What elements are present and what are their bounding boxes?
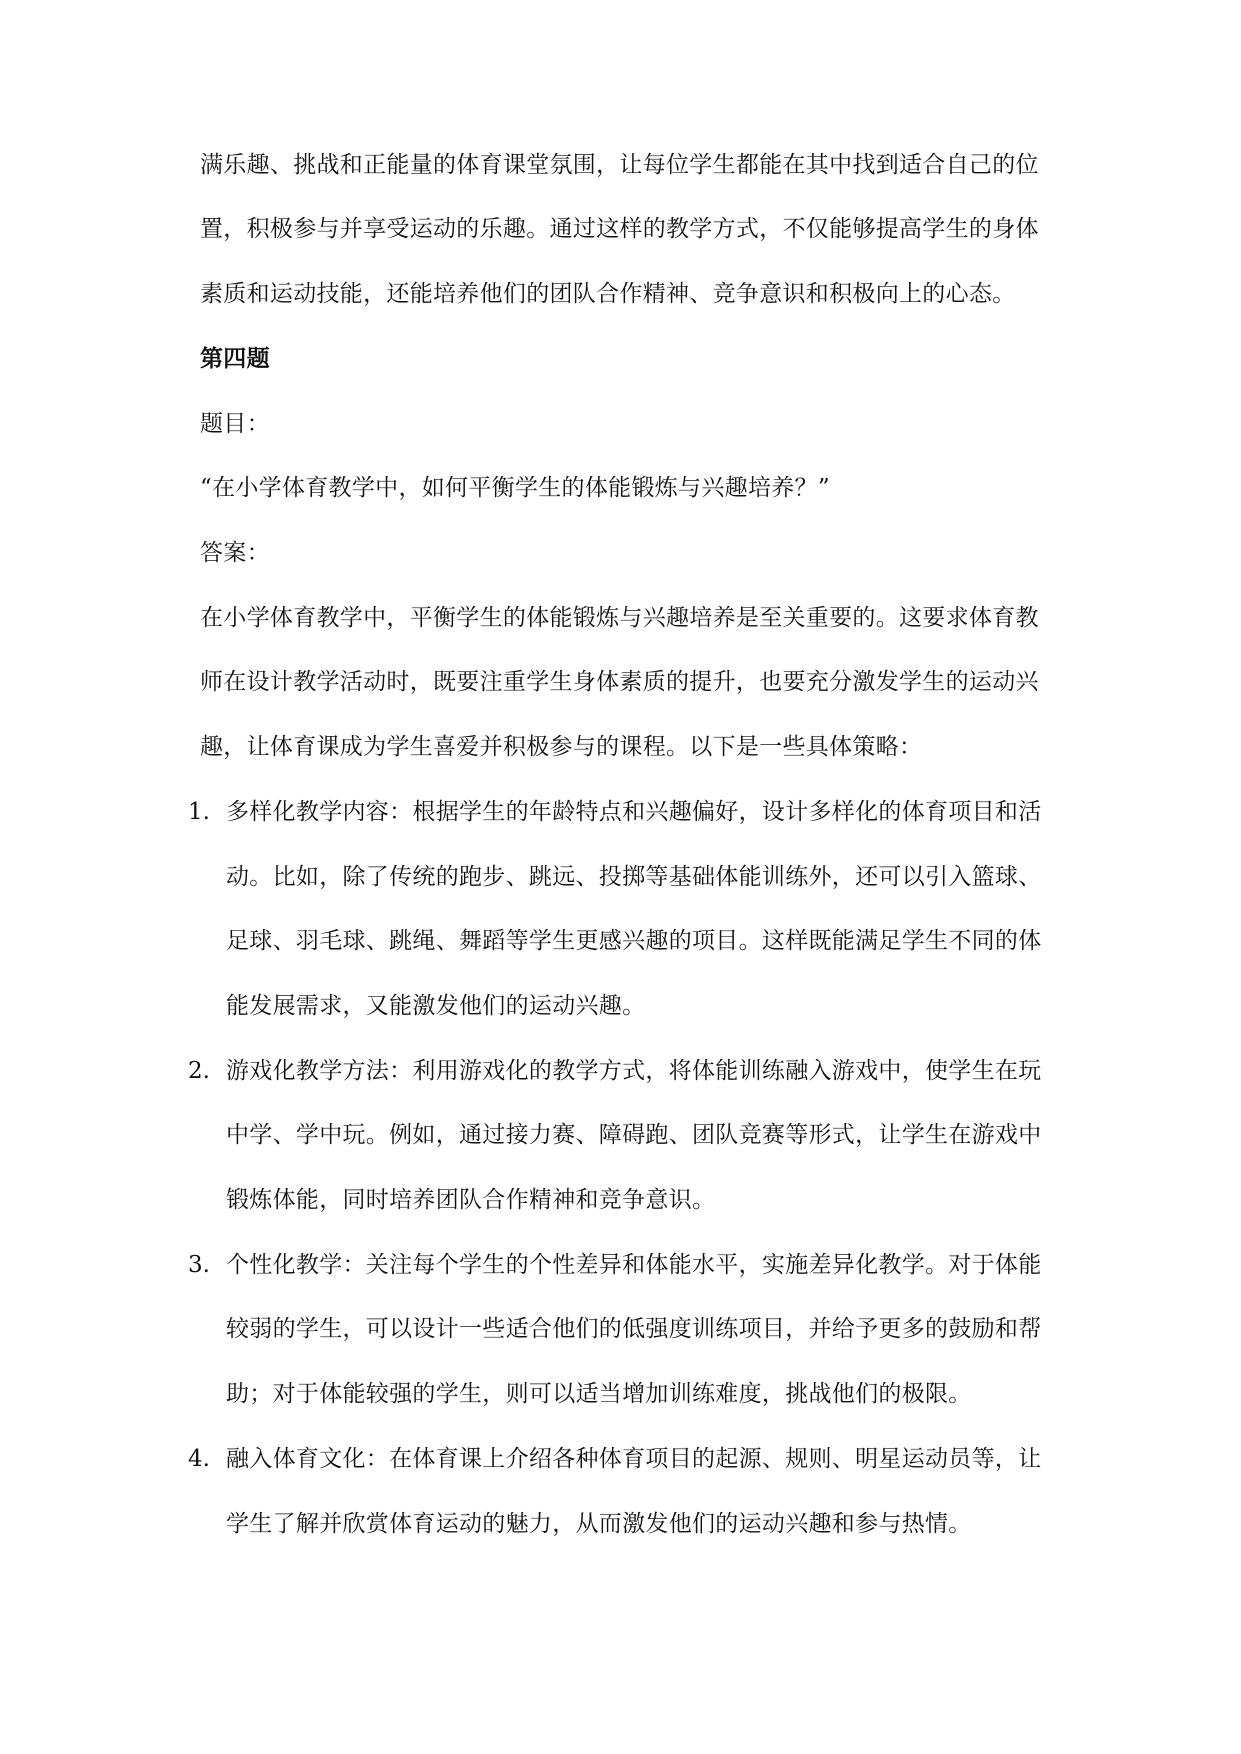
answer-intro-line-2: 师在设计教学活动时，既要注重学生身体素质的提升，也要充分激发学生的运动兴: [200, 669, 1039, 695]
list-item-line: 个性化教学：关注每个学生的个性差异和体能水平，实施差异化教学。对于体能: [226, 1252, 1042, 1278]
list-item-line: 较弱的学生，可以设计一些适合他们的低强度训练项目，并给予更多的鼓励和帮: [226, 1316, 1042, 1342]
list-item-number: 1.: [188, 799, 210, 825]
list-item-line: 中学、学中玩。例如，通过接力赛、障碍跑、团队竞赛等形式，让学生在游戏中: [226, 1122, 1042, 1148]
list-item-number: 2.: [188, 1058, 210, 1084]
list-item-number: 3.: [188, 1252, 210, 1278]
section-heading: 第四题: [200, 345, 270, 372]
list-item-line: 锻炼体能，同时培养团队合作精神和竞争意识。: [226, 1187, 716, 1213]
answer-intro-line-3: 趣，让体育课成为学生喜爱并积极参与的课程。以下是一些具体策略：: [200, 734, 923, 760]
answer-intro-line-1: 在小学体育教学中，平衡学生的体能锻炼与兴趣培养是至关重要的。这要求体育教: [200, 605, 1039, 631]
question-label: 题目：: [200, 411, 270, 437]
list-item-line: 游戏化教学方法：利用游戏化的教学方式，将体能训练融入游戏中，使学生在玩: [226, 1058, 1042, 1084]
intro-line-3: 素质和运动技能，还能培养他们的团队合作精神、竞争意识和积极向上的心态。: [200, 281, 1016, 307]
list-item-line: 学生了解并欣赏体育运动的魅力，从而激发他们的运动兴趣和参与热情。: [226, 1511, 972, 1537]
list-item-line: 能发展需求，又能激发他们的运动兴趣。: [226, 993, 646, 1019]
list-item-line: 多样化教学内容：根据学生的年龄特点和兴趣偏好，设计多样化的体育项目和活: [226, 799, 1042, 825]
intro-line-2: 置，积极参与并享受运动的乐趣。通过这样的教学方式，不仅能够提高学生的身体: [200, 216, 1039, 242]
list-item-line: 助；对于体能较强的学生，则可以适当增加训练难度，挑战他们的极限。: [226, 1381, 972, 1407]
list-item-line: 融入体育文化：在体育课上介绍各种体育项目的起源、规则、明星运动员等，让: [226, 1446, 1042, 1472]
intro-line-1: 满乐趣、挑战和正能量的体育课堂氛围，让每位学生都能在其中找到适合自己的位: [200, 152, 1039, 178]
list-item-number: 4.: [188, 1446, 210, 1472]
answer-label: 答案：: [200, 540, 270, 566]
list-item-line: 动。比如，除了传统的跑步、跳远、投掷等基础体能训练外，还可以引入篮球、: [226, 864, 1042, 890]
list-item-line: 足球、羽毛球、跳绳、舞蹈等学生更感兴趣的项目。这样既能满足学生不同的体: [226, 928, 1042, 954]
question-text: “在小学体育教学中，如何平衡学生的体能锻炼与兴趣培养？”: [200, 475, 830, 501]
